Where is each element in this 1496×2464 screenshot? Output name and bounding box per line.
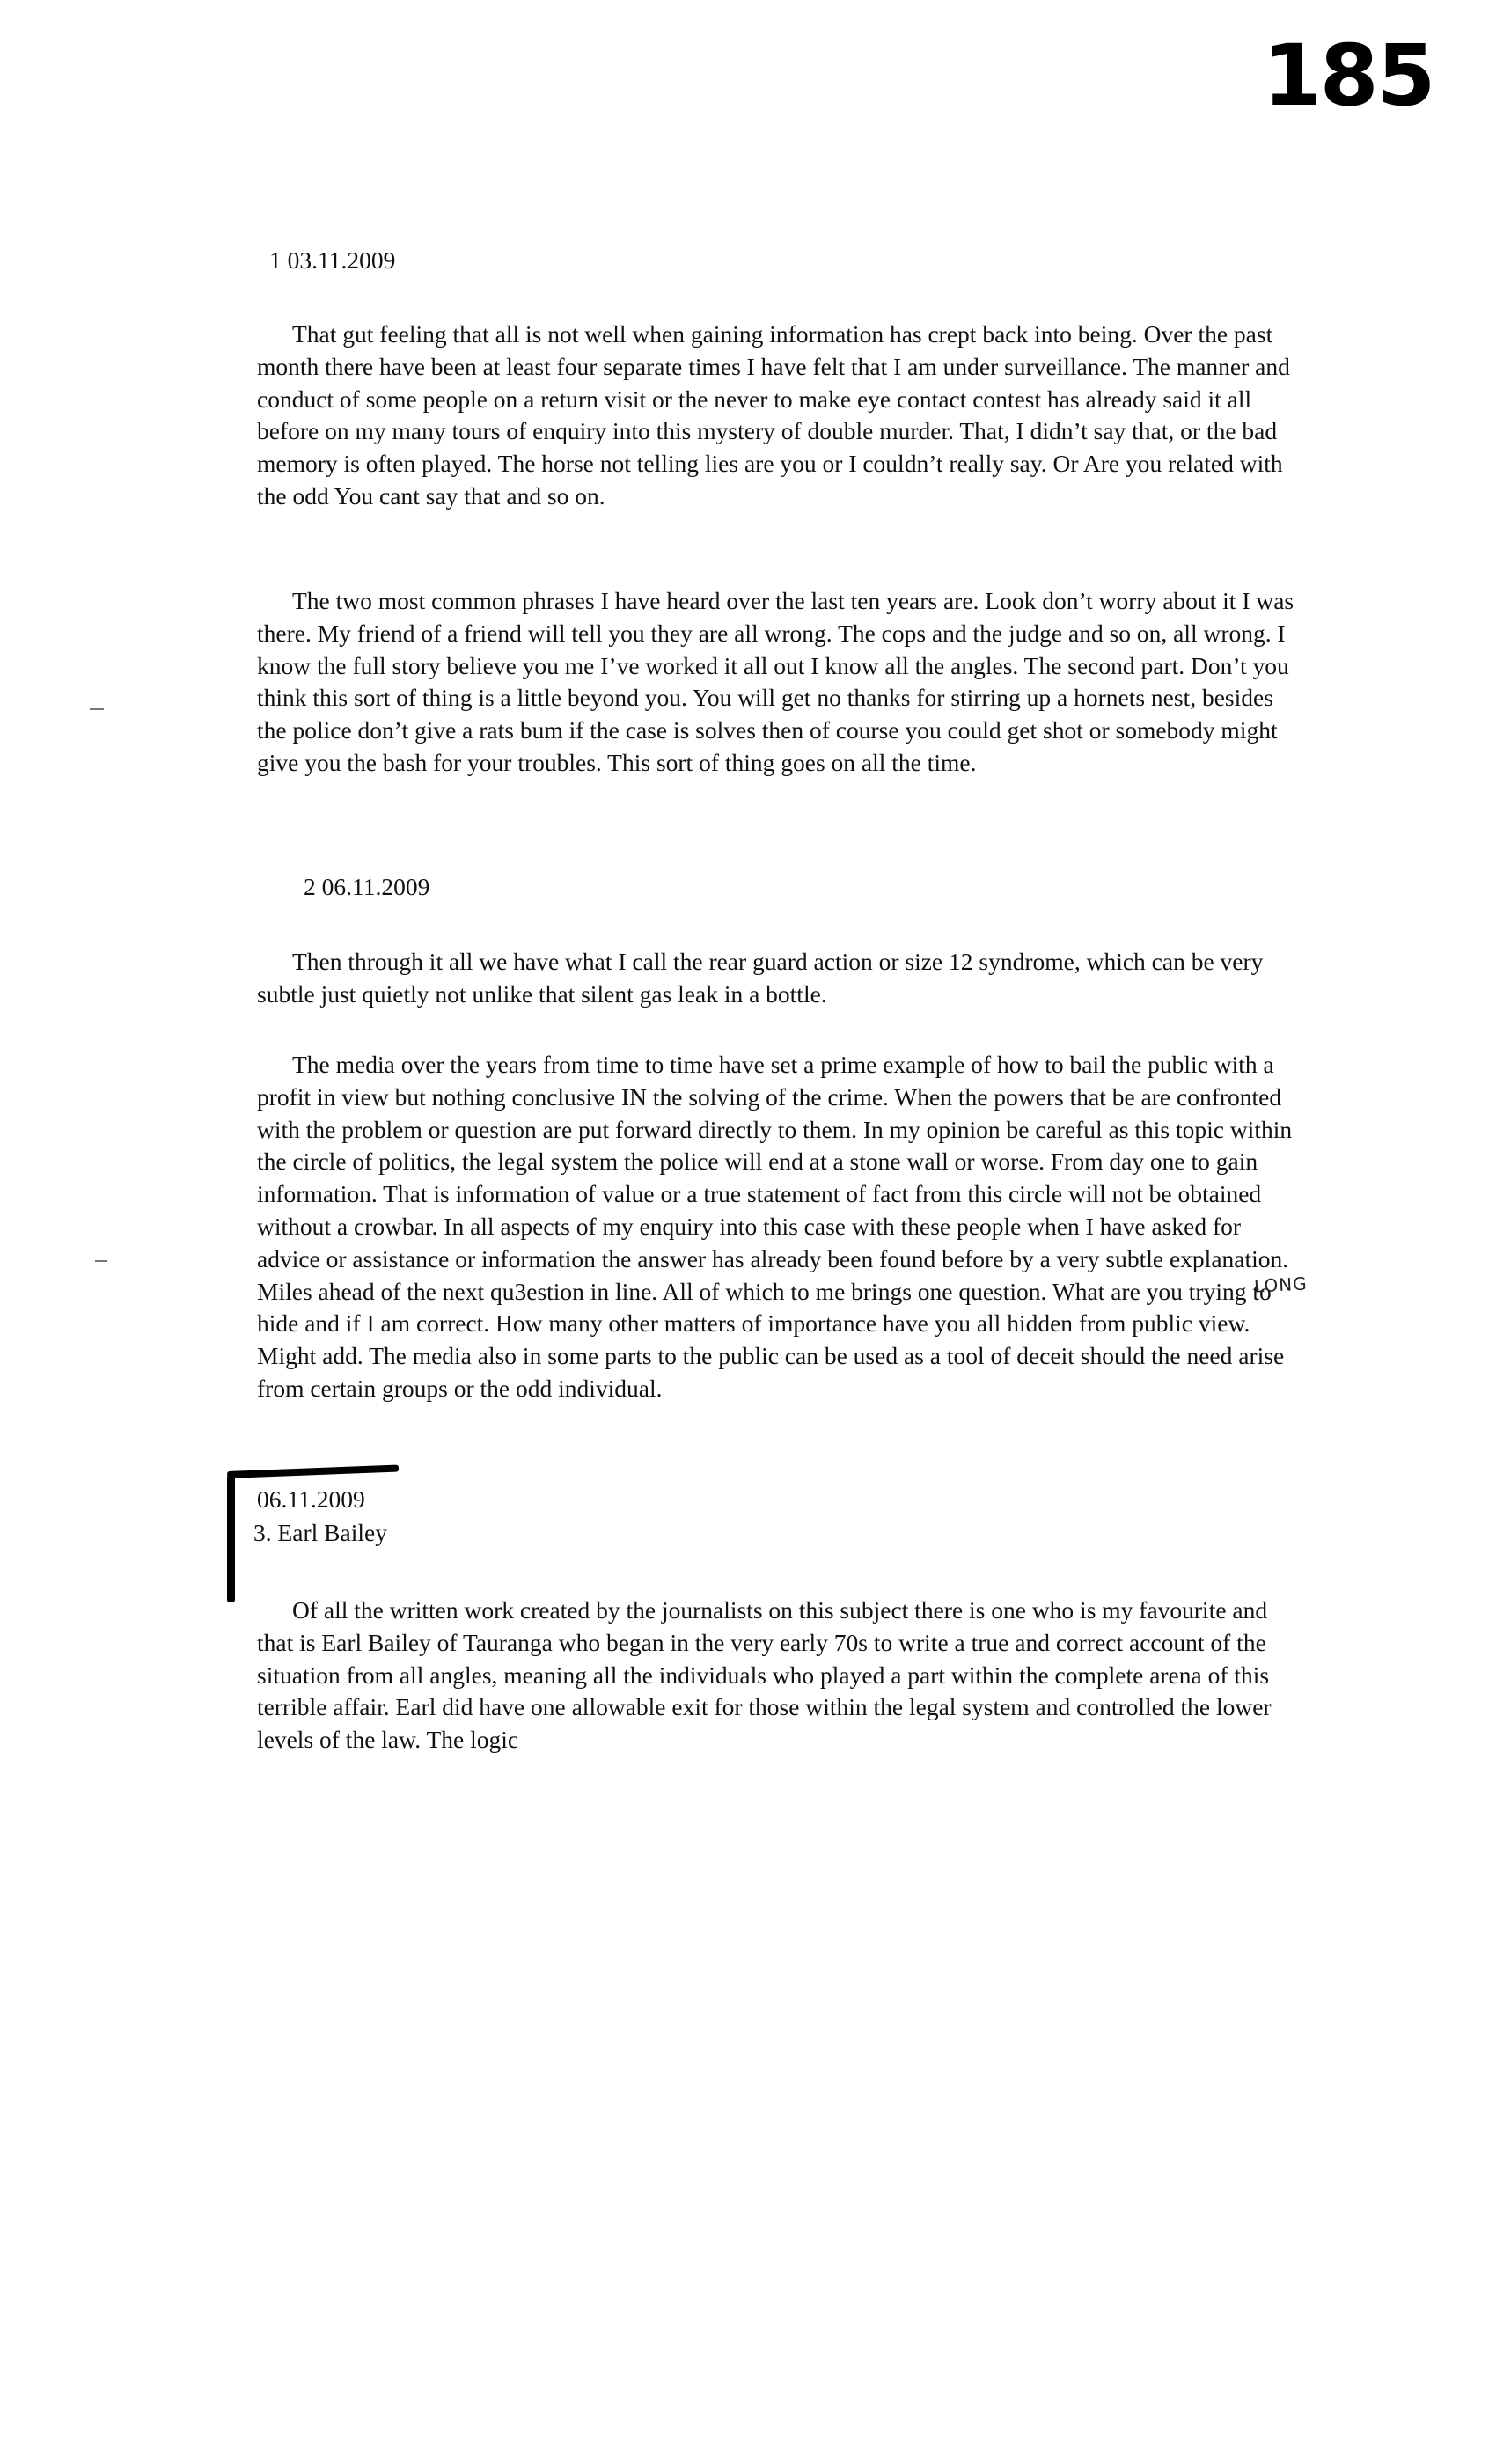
margin-tick-mark	[90, 708, 104, 710]
entry-1-heading: 1 03.11.2009	[269, 246, 396, 274]
paragraph-text: Of all the written work created by the journalists on this subject there is one who is my favourite and that is Earl Bailey of Tauranga who began in the very early 70s to write a true and correct account of the situation from all angles, meaning all the individuals who played a part within the complete arena of this terrible affair. Earl did have one allowable exit for those within the legal system and controlled the lower levels of the law. The logic	[257, 1596, 1272, 1754]
entry-1-paragraph-2	[257, 585, 1304, 780]
paragraph-text: The media over the years from time to time have set a prime example of how to bail the public with a profit in view but nothing conclusive IN the solving of the crime. When the powers that be are confronted with the problem or question are put forward directly to them. In my opinion be careful as this topic within the circle of politics, the legal system the police will end at a stone wall or worse. From day one to gain information. That is information of value or a true statement of fact from this circle will not be obtained without a crowbar. In all aspects of my enquiry into this case with these people when I have asked for advice or assistance or information the answer has already been found before by a very subtle explanation. Miles ahead of the next qu3estion in line. All of which to me brings one question. What are you trying to hide and if I am correct. How many other matters of importance have you all hidden from public view. Might add. The media also in some parts to the public can be used as a tool of deceit should the need arise from certain groups or the odd individual.	[257, 1051, 1293, 1402]
paragraph-text: The two most common phrases I have heard over the last ten years are. Look don’t worry about it I was there. My friend of a friend will tell you they are all wrong. The cops and the judge and so on, all wrong. I know the full story believe you me I’ve worked it all out I know all the angles. The second part. Don’t you think this sort of thing is a little beyond you. You will get no thanks for stirring up a hornets nest, besides the police don’t give a rats bum if the case is solves then of course you could get shot or somebody might give you the bash for your troubles. This sort of thing goes on all the time.	[257, 587, 1294, 776]
handwritten-margin-note: LONG	[1253, 1272, 1309, 1297]
handwritten-bracket-mark	[227, 1465, 399, 1478]
entry-1-paragraph-1	[257, 319, 1304, 513]
margin-tick-mark	[95, 1260, 107, 1262]
entry-3-date: 06.11.2009	[257, 1485, 365, 1513]
page-number: 185	[1263, 26, 1434, 125]
handwritten-bracket-mark	[227, 1475, 235, 1602]
paragraph-text: That gut feeling that all is not well when gaining information has crept back into being. Over the past month there have been at least four separate times I have felt that I am under surveillance. The manner and conduct of some people on a return visit or the never to make eye contact contest has already said it all before on my many tours of enquiry into this mystery of double murder. That, I didn’t say that, or the bad memory is often played. The horse not telling lies are you or I couldn’t really say. Or Are you related with the odd You cant say that and so on.	[257, 320, 1290, 510]
entry-3-heading: 3. Earl Bailey	[253, 1519, 387, 1546]
entry-2-heading: 2 06.11.2009	[304, 873, 430, 900]
entry-3-paragraph-1	[257, 1595, 1304, 1756]
paragraph-text: Then through it all we have what I call the rear guard action or size 12 syndrome, which can be very subtle just quietly not unlike that silent gas leak in a bottle.	[257, 948, 1264, 1008]
entry-2-paragraph-2	[257, 1049, 1304, 1405]
entry-2-paragraph-1	[257, 946, 1304, 1011]
